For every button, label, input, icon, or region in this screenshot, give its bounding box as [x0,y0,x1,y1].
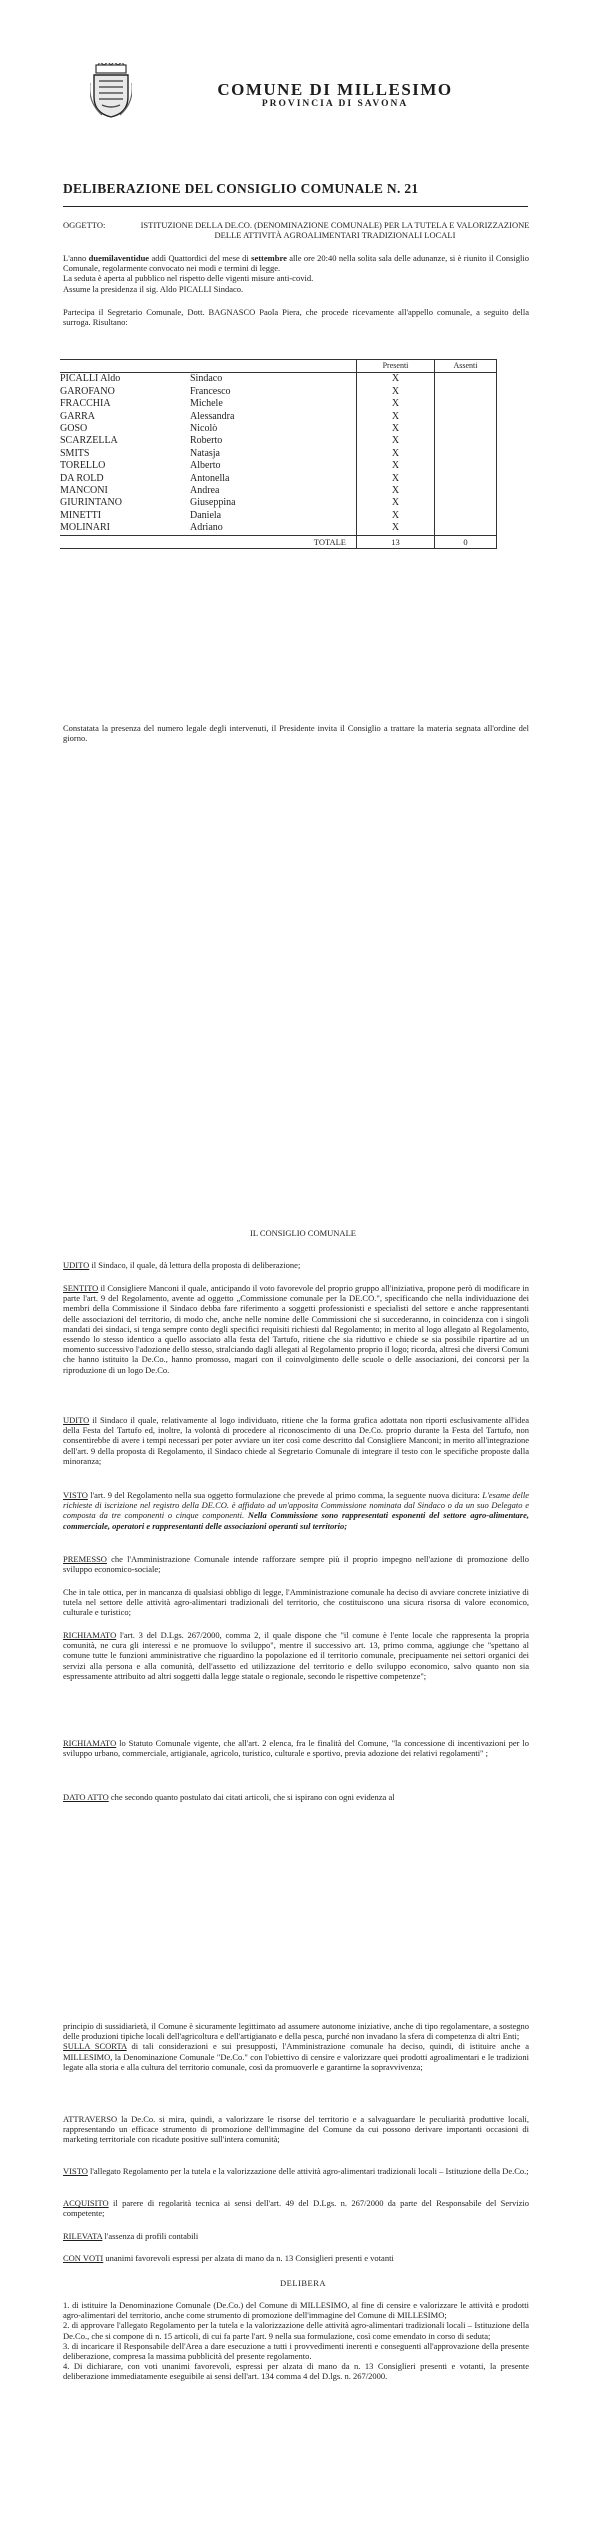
absent-mark [435,411,497,423]
paragraph-attraverso: ATTRAVERSO la De.Co. si mira, quindi, a valorizzare le risorse del territorio e a salvaguardare le peculiarità produttive locali, rappresentando un efficace strumento di promozione dell'immagine del Comune da cui possono derivare importanti occasioni di marketing territoriale con ricadute positive sull'intera comunità; [63,2114,529,2145]
member-first-name: Sindaco [190,373,223,385]
present-mark: X [357,497,435,509]
absent-mark [435,473,497,485]
subject-text: ISTITUZIONE DELLA DE.CO. (DENOMINAZIONE COMUNALE) PER LA TUTELA E VALORIZZAZIONE DELLE ATTIVITÀ AGROALIMENTARI TRADIZIONALI LOCALI [140,220,530,240]
intro-paragraph: L'anno duemilaventidue addì Quattordici del mese di settembre alle ore 20:40 nella solita sala delle adunanze, si è riunito il Consiglio Comunale, regolarmente convocato nei modi e termini di legge. La seduta è aperta al pubblico nel rispetto delle vigenti misure anti-covid. Assume la presidenza il sig. Aldo PICALLI Sindaco. [63,253,529,294]
paragraph-che: Che in tale ottica, per in mancanza di qualsiasi obbligo di legge, l'Amministrazione comunale ha deciso di avviare concrete iniziative di tutela nel settore delle attività agro-alimentari tradizionali del territorio, che costituiscono una sicura risorsa di valore economico, culturale e turistico; [63,1587,529,1618]
member-surname: MINETTI [60,509,102,521]
delibera-item-1: 1. di istituire la Denominazione Comunale (De.Co.) del Comune di MILLESIMO, al fine di censire e valorizzare le attività e prodotti agro-alimentari del territorio, anche come strumento di promozione dell'immagine del Comune di MILLESIMO; [63,2300,529,2321]
absent-mark [435,435,497,447]
present-mark: X [357,510,435,522]
member-first-name: Francesco [190,385,231,397]
member-surname: MOLINARI [60,522,110,534]
member-surname: FRACCHIA [60,398,111,410]
delibera-item-3: 3. di incaricare il Responsabile dell'Area a dare esecuzione a tutti i provvedimenti inerenti e conseguenti all'approvazione della presente deliberazione, compresa la massima pubblicità del presente regolamento. [63,2340,529,2362]
member-surname: SMITS [60,447,90,459]
present-mark: X [357,522,435,535]
present-mark: X [357,460,435,472]
attendance-table [60,359,497,549]
member-first-name: Daniela [190,509,222,521]
present-mark: X [357,398,435,410]
member-first-name: Antonella [190,472,230,484]
section-title: IL CONSIGLIO COMUNALE [250,1228,356,1238]
present-column-header: Presenti [357,360,435,373]
attendance-row [60,473,497,485]
delibera-item-2: 2. di approvare l'allegato Regolamento per la tutela e la valorizzazione delle attività agro-alimentari tradizionali locali – Istituzione della De.Co., che si compone di n. 15 articoli, di cui fa parte l'art. 9 nella sua formulazione, così come emendato in corso di seduta; [63,2320,529,2341]
absent-mark [435,485,497,497]
attendance-row [60,435,497,447]
delibera-list [63,2300,529,2382]
member-first-name: Michele [190,398,223,410]
absent-mark [435,398,497,410]
member-first-name: Nicolò [190,423,218,435]
member-surname: GAROFANO [60,385,115,397]
paragraph-premesso: PREMESSO che l'Amministrazione Comunale intende rafforzare sempre più il proprio impegno nell'azione di promozione dello sviluppo economico-sociale; [63,1554,529,1575]
absent-mark [435,423,497,435]
delibera-item-4: 4. Di dichiarare, con voti unanimi favorevoli, espressi per alzata di mano da n. 13 Consiglieri presenti e votanti, la presente deliberazione immediatamente eseguibile ai sensi dell'art. 134 comma 4 del D.lgs. n. 267/2000. [63,2361,529,2382]
paragraph-udito-1: UDITO il Sindaco, il quale, dà lettura della proposta di deliberazione; [63,1260,301,1270]
attendance-row [60,485,497,497]
present-mark: X [357,435,435,447]
member-first-name: Alessandra [190,410,235,422]
secretary-paragraph: Partecipa il Segretario Comunale, Dott. BAGNASCO Paola Piera, che procede ricevamente all'appello comunale, a seguito della surroga. Risultano: [63,307,529,328]
present-mark: X [357,473,435,485]
paragraph-con-voti: CON VOTI unanimi favorevoli espressi per alzata di mano da n. 13 Consiglieri presenti e votanti [63,2253,394,2263]
present-mark: X [357,448,435,460]
attendance-row [60,522,497,535]
member-first-name: Alberto [190,460,221,472]
attendance-row [60,448,497,460]
member-first-name: Adriano [190,522,223,534]
absent-mark [435,386,497,398]
member-first-name: Giuseppina [190,497,236,509]
paragraph-richiamato-2: RICHIAMATO lo Statuto Comunale vigente, che all'art. 2 elenca, fra le finalità del Comune, "la concessione di incentivazioni per lo sviluppo urbano, commerciale, artigianale, agricolo, turistico, culturale e sportivo, previa adozione dei relativi regolamenti" ; [63,1738,529,1759]
member-surname: DA ROLD [60,472,104,484]
attendance-row [60,497,497,509]
absent-mark [435,510,497,522]
member-surname: GOSO [60,423,88,435]
present-mark: X [357,373,435,386]
attendance-row [60,411,497,423]
attendance-total-row [60,535,497,548]
absent-mark [435,522,497,535]
attendance-row [60,398,497,410]
paragraph-udito-2: UDITO il Sindaco il quale, relativamente al logo individuato, ritiene che la forma grafica adottata non riporti esclusivamente all'idea della Festa del Tartufo ed, inoltre, la volontà di procedere al riconoscimento di una De.Co. proprio durante la Festa del Tartufo, non consentirebbe di avere i tempi necessari per poter avviare un iter così come descritto dal Consigliere Manconi; in merito all'integrazione dell'art. 9 della proposta di Regolamento, il Sindaco chiede al Segretario Comunale di integrare il testo con le specifiche proposte dalla minoranza; [63,1415,529,1466]
town-crest-icon [90,63,132,119]
attendance-row [60,423,497,435]
member-surname: GARRA [60,410,96,422]
paragraph-visto: VISTO l'art. 9 del Regolamento nella sua oggetto formulazione che prevede al primo comma, la seguente nuova dicitura: L'esame delle richieste di iscrizione nel registro della DE.CO. è affidato ad un'apposita Commissione nominata dal Sindaco o da un suo Delegato e composta da tre componenti o cinque componenti. Nella Commissione sono rappresentati esponenti del settore agro-alimentare, commerciale, operatori e rappresentanti delle associazioni operanti sul territorio; [63,1490,529,1531]
attendance-row [60,386,497,398]
paragraph-rilevata: RILEVATA l'assenza di profili contabili [63,2231,199,2241]
absent-mark [435,460,497,472]
subject-label: OGGETTO: [63,220,106,230]
municipality-title: COMUNE DI MILLESIMO [217,80,453,99]
member-surname: MANCONI [60,485,108,497]
present-mark: X [357,423,435,435]
absent-mark [435,373,497,386]
province-subtitle: PROVINCIA DI SAVONA [261,99,409,109]
quorum-paragraph: Constatata la presenza del numero legale degli intervenuti, il Presidente invita il Consiglio a trattare la materia segnata all'ordine del giorno. [63,723,529,744]
paragraph-visto-2: VISTO l'allegato Regolamento per la tutela e la valorizzazione delle attività agro-alimentari tradizionali locali – Istituzione della De.Co.; [63,2166,529,2176]
paragraph-dato-atto: DATO ATTO che secondo quanto postulato dai citati articoli, che si ispirano con ogni evidenza al [63,1792,395,1802]
present-mark: X [357,485,435,497]
deliberation-title: DELIBERAZIONE DEL CONSIGLIO COMUNALE N. 21 [63,181,419,196]
attendance-header-row [60,360,497,373]
absent-mark [435,497,497,509]
attendance-row [60,460,497,472]
total-label: TOTALE [190,535,357,548]
paragraph-sentito: SENTITO il Consigliere Manconi il quale, anticipando il voto favorevole del proprio gruppo all'iniziativa, propone però di modificare in parte l'art. 9 del Regolamento, avente ad oggetto „Commissione comunale per la DE.CO.", specificando che nella individuazione dei membri della Commissione il Sindaco debba fare riferimento a soggetti professionisti e specialisti del settore e anche rappresentanti delle associazioni del territorio, di modo che, anche nelle nomine delle Commissioni che si succederanno, in coincidenza con i singoli mandati dei sindaci, si tenga sempre conto degli specifici requisiti richiesti dal Regolamento; in merito al logo allegato al Regolamento, essendo lo stesso identico a quello associato alla festa del Tartufo, ritiene che sia riduttivo e chiede se sia possibile ripartire ad un momento successivo l'adozione dello stesso, stralciando dagli allegati al Regolamento proprio il logo; ricorda, altresì che diversi Comuni che hanno istituito la De.Co., hanno promosso, magari con il coinvolgimento delle scuole o delle associazioni, dei concorsi per la riproduzione di un logo De.Co. [63,1283,529,1375]
delibera-title: DELIBERA [279,2278,327,2288]
paragraph-sussidiarieta: principio di sussidiarietà, il Comune è sicuramente legittimato ad assumere autonome iniziative, anche di tipo regolamentare, a sostegno delle produzioni tipiche locali dell'agricoltura e dell'artigianato e della pesca, purché non invadano la sfera di competenza di altri Enti; SULLA SCORTA di tali considerazioni e sui presupposti, l'Amministrazione comunale ha deciso, quindi, di istituire anche a MILLESIMO, la Denominazione Comunale "De.Co." con l'obiettivo di censire e valorizzare quei prodotti agroalimentari e le tradizioni legate alla storia e alla cultura del territorio comunale, così da promuoverle e garantirne la sopravvivenza; [63,2021,530,2072]
absent-column-header: Assenti [435,360,497,373]
header-divider [63,206,528,207]
total-present: 13 [357,535,435,548]
present-mark: X [357,411,435,423]
attendance-row [60,510,497,522]
member-surname: PICALLI Aldo [60,373,121,385]
present-mark: X [357,386,435,398]
absent-mark [435,448,497,460]
paragraph-richiamato-1: RICHIAMATO l'art. 3 del D.Lgs. 267/2000, comma 2, il quale dispone che "il comune è l'ente locale che rappresenta la propria comunità, ne cura gli interessi e ne promuove lo sviluppo", mentre il successivo art. 13, primo comma, aggiunge che "spettano al comune tutte le funzioni amministrative che riguardino la popolazione ed il territorio comunale, precipuamente nei settori organici dei servizi alla persona e alla comunità, dell'assetto ed utilizzazione del territorio e dello sviluppo economico, salvo quanto non sia espressamente attribuito ad altri soggetti dalla legge statale o regionale, secondo le rispettive competenze"; [63,1630,529,1681]
member-surname: GIURINTANO [60,497,122,509]
member-first-name: Andrea [190,485,220,497]
total-absent: 0 [435,535,497,548]
attendance-row [60,373,497,386]
member-first-name: Roberto [190,435,223,447]
paragraph-acquisito: ACQUISITO il parere di regolarità tecnica ai sensi dell'art. 49 del D.Lgs. n. 267/2000 da parte del Responsabile del Servizio competente; [63,2198,529,2219]
member-first-name: Natasja [190,447,220,459]
member-surname: SCARZELLA [60,435,118,447]
member-surname: TORELLO [60,460,106,472]
